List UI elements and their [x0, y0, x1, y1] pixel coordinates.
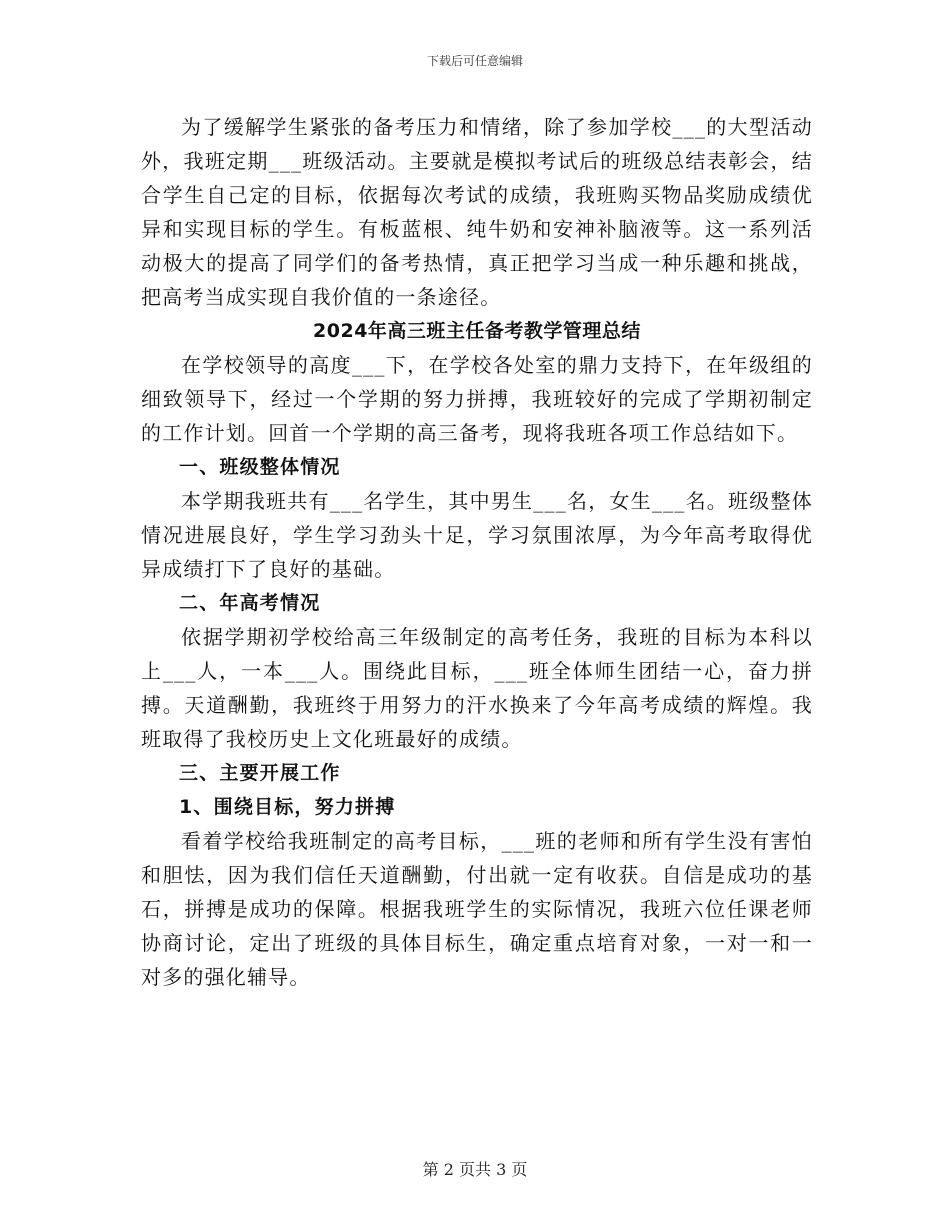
section-title: 2024年高三班主任备考教学管理总结	[313, 320, 641, 342]
paragraph: 依据学期初学校给高三年级制定的高考任务，我班的目标为本科以上___人，一本___人。围绕此目标，___班全体师生团结一心，奋力拼搏。天道酬勤，我班终于用努力的汗水换来了今年高考成绩的辉煌。我班取得了我校历史上文化班最好的成绩。	[141, 625, 813, 751]
paragraph: 看着学校给我班制定的高考目标，___班的老师和所有学生没有害怕和胆怯，因为我们信任天道酬勤，付出就一定有收获。自信是成功的基石，拼搏是成功的保障。根据我班学生的实际情况，我班六位任课老师协商讨论，定出了班级的具体目标生，确定重点培育对象，一对一和一对多的强化辅导。	[141, 829, 813, 989]
page-header: 下载后可任意编辑	[426, 54, 523, 68]
paragraph: 为了缓解学生紧张的备考压力和情绪，除了参加学校___的大型活动外，我班定期___班级活动。主要就是模拟考试后的班级总结表彰会，结合学生自己定的目标，依据每次考试的成绩，我班购买物品奖励成绩优异和实现目标的学生。有板蓝根、纯牛奶和安神补脑液等。这一系列活动极大的提高了同学们的备考热情，真正把学习当成一种乐趣和挑战，把高考当成实现自我价值的一条途径。	[141, 115, 813, 309]
paragraph: 本学期我班共有___名学生，其中男生___名，女生___名。班级整体情况进展良好，学生学习劲头十足，学习氛围浓厚，为今年高考取得优异成绩打下了良好的基础。	[141, 489, 813, 581]
page-footer: 第 2 页共 3 页	[422, 1160, 528, 1179]
paragraph: 在学校领导的高度___下，在学校各处室的鼎力支持下，在年级组的细致领导下，经过一个学期的努力拼搏，我班较好的完成了学期初制定的工作计划。回首一个学期的高三备考，现将我班各项工作总结如下。	[141, 353, 813, 445]
section-heading: 二、年高考情况	[179, 592, 321, 614]
section-heading: 一、班级整体情况	[179, 456, 341, 478]
subsection-heading: 1、围绕目标，努力拼搏	[179, 796, 396, 818]
document-body	[141, 110, 813, 994]
section-heading: 三、主要开展工作	[179, 762, 341, 784]
